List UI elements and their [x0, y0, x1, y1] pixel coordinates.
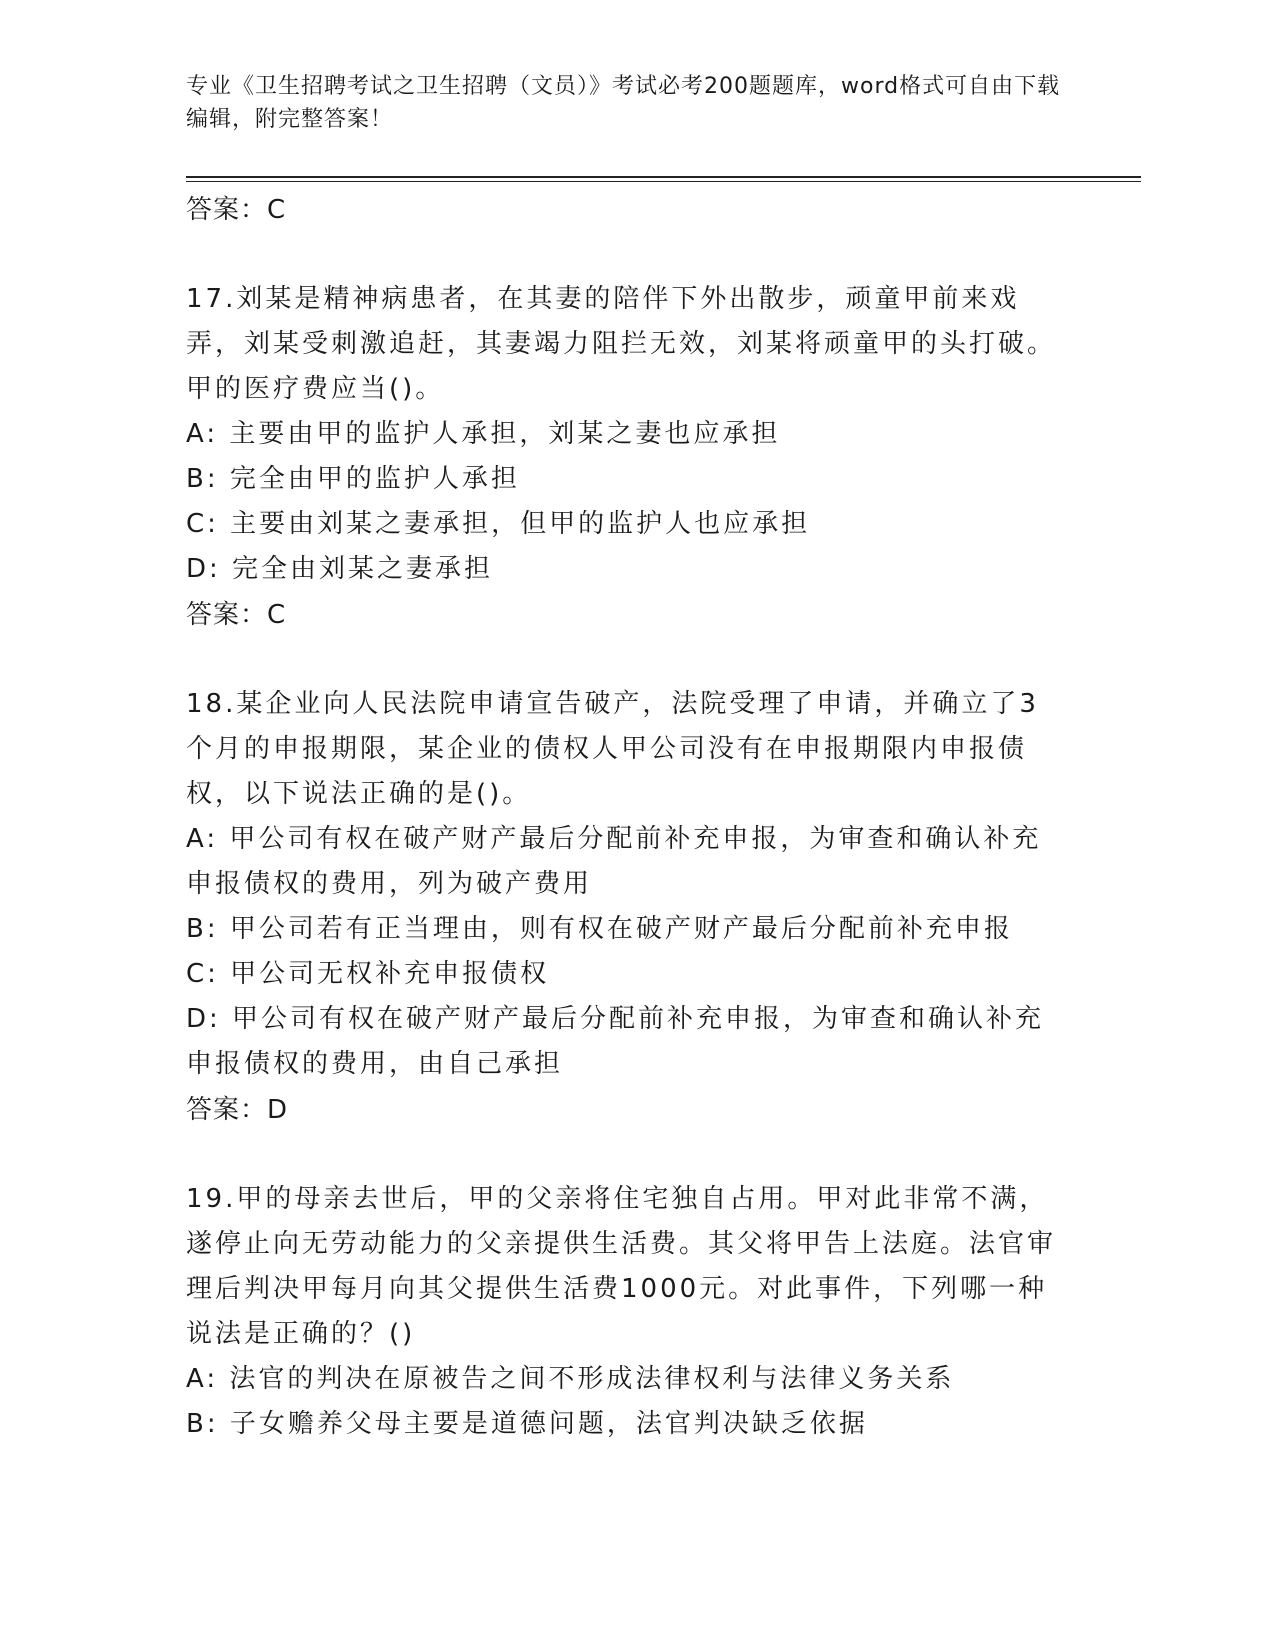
option-c: C: 甲公司无权补充申报债权 — [186, 959, 550, 989]
question-19 — [186, 1177, 1106, 1447]
document-page — [186, 70, 1106, 1447]
option-b: B: 子女赡养父母主要是道德问题，法官判决缺乏依据 — [186, 1409, 868, 1439]
question-stem: 19.甲的母亲去世后，甲的父亲将住宅独自占用。甲对此非常不满，遂停止向无劳动能力的父亲提供生活费。其父将甲告上法庭。法官审理后判决甲每月向其父提供生活费1000元。对此事件，下列哪一种说法是正确的？() — [186, 1184, 1057, 1349]
question-17 — [186, 277, 1106, 638]
header-divider — [186, 176, 1141, 182]
document-header: 专业《卫生招聘考试之卫生招聘（文员）》考试必考200题题库，word格式可自由下载编辑，附完整答案！ — [186, 74, 1061, 132]
question-18 — [186, 682, 1106, 1133]
question-stem: 17.刘某是精神病患者，在其妻的陪伴下外出散步，顽童甲前来戏弄，刘某受刺激追赶，其妻竭力阻拦无效，刘某将顽童甲的头打破。甲的医疗费应当()。 — [186, 284, 1057, 404]
option-b: B: 完全由甲的监护人承担 — [186, 464, 520, 494]
option-a: A: 主要由甲的监护人承担，刘某之妻也应承担 — [186, 419, 781, 449]
option-d: D: 甲公司有权在破产财产最后分配前补充申报，为审查和确认补充申报债权的费用，由自己承担 — [186, 1004, 1045, 1079]
previous-answer: 答案：C — [186, 195, 287, 225]
option-c: C: 主要由刘某之妻承担，但甲的监护人也应承担 — [186, 509, 811, 539]
option-b: B: 甲公司若有正当理由，则有权在破产财产最后分配前补充申报 — [186, 914, 1013, 944]
option-d: D: 完全由刘某之妻承担 — [186, 554, 494, 584]
question-answer: 答案：D — [186, 1095, 289, 1125]
option-a: A: 甲公司有权在破产财产最后分配前补充申报，为审查和确认补充申报债权的费用，列为破产费用 — [186, 824, 1042, 899]
question-answer: 答案：C — [186, 600, 287, 630]
option-a: A: 法官的判决在原被告之间不形成法律权利与法律义务关系 — [186, 1364, 955, 1394]
question-stem: 18.某企业向人民法院申请宣告破产，法院受理了申请，并确立了3个月的申报期限，某企业的债权人甲公司没有在申报期限内申报债权，以下说法正确的是()。 — [186, 689, 1039, 809]
